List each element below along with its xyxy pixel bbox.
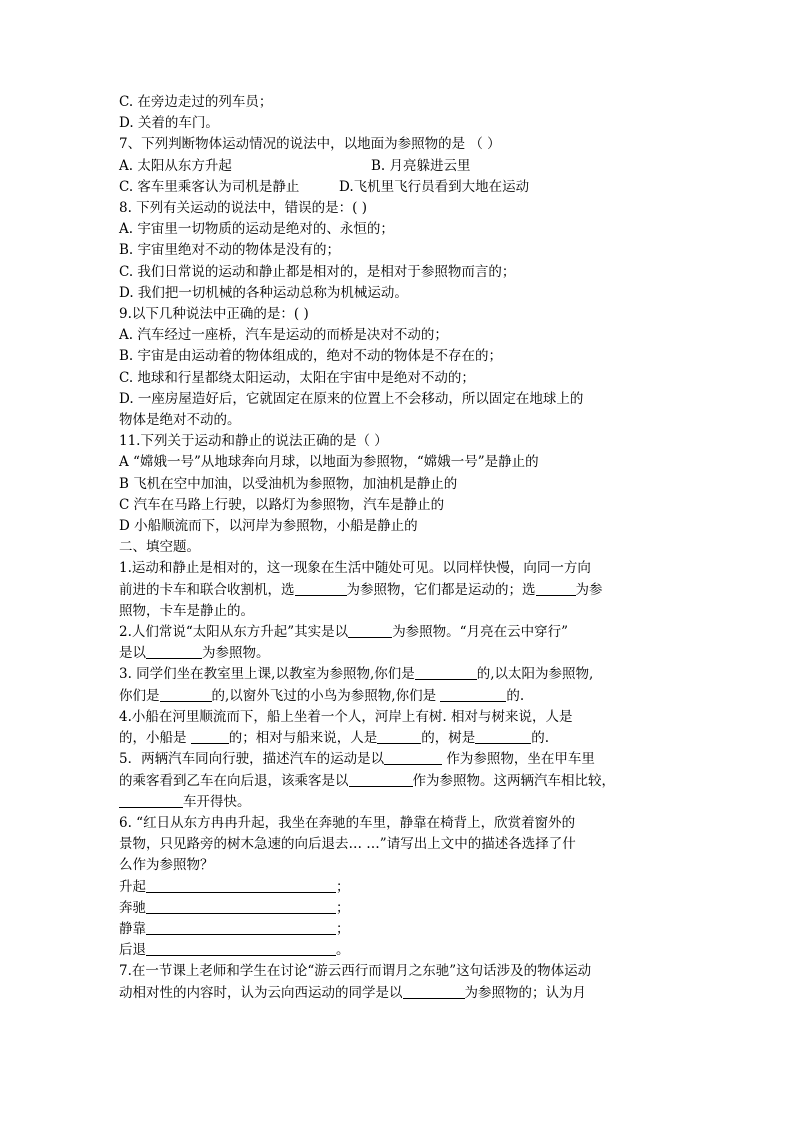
f6-item-rising	[119, 877, 679, 898]
f5-text: 的乘客看到乙车在向后退，该乘客是以	[119, 772, 349, 789]
answer-blank[interactable]	[146, 644, 202, 659]
q11-option-b: B 飞机在空中加油，以受油机为参照物，加油机是静止的	[119, 475, 458, 492]
f3-text: 的,以窗外飞过的小鸟为参照物,你们是	[211, 687, 441, 704]
answer-blank[interactable]	[119, 793, 183, 808]
f3-line2	[119, 686, 679, 707]
f2-line2	[119, 643, 679, 664]
f2-text: 为参照物。	[202, 645, 270, 662]
answer-blank[interactable]	[440, 687, 506, 702]
answer-blank[interactable]	[295, 581, 347, 596]
q7-options-row2	[119, 177, 679, 198]
q9-option-c: C. 地球和行星都绕太阳运动，太阳在宇宙中是绝对不动的；	[119, 369, 475, 386]
f6-item-label: 奔驰	[119, 899, 146, 916]
document-page	[119, 92, 679, 1004]
f6-item-end: ；	[336, 878, 350, 895]
f6-item-leaning	[119, 919, 679, 940]
f5-text: 5．两辆汽车同向行驶，描述汽车的运动是以	[119, 751, 385, 768]
f3-text: 的,以太阳为参照物,	[476, 666, 594, 683]
f7-text: 为参照物的；认为月	[464, 984, 586, 1001]
answer-blank[interactable]	[160, 687, 212, 702]
f2-text: 是以	[119, 645, 146, 662]
f3-text: 你们是	[119, 687, 160, 704]
f6-line3: 么作为参照物？	[119, 857, 214, 874]
f1-text: 为参	[575, 581, 603, 598]
f4-line1: 4.小船在河里顺流而下，船上坐着一个人，河岸上有树. 相对与树来说，人是	[119, 708, 573, 725]
f6-line2: 景物，只见路旁的树木急速的向后退去… …”请写出上文中的描述各选择了什	[119, 836, 576, 853]
q11-stem: 11.下列关于运动和静止的说法正确的是（ ）	[119, 433, 388, 450]
q7-option-b: B. 月亮躲进云里	[371, 157, 471, 174]
f5-text: 作为参照物。这两辆汽车相比较，	[412, 772, 615, 789]
answer-blank[interactable]	[146, 878, 336, 893]
answer-blank[interactable]	[403, 984, 465, 999]
answer-blank[interactable]	[536, 581, 576, 596]
f4-text: 的.	[531, 730, 550, 747]
q11-option-d: D 小船顺流而下，以河岸为参照物，小船是静止的	[119, 518, 418, 535]
f5-text: 车开得快。	[183, 793, 251, 810]
q9-option-d: D. 一座房屋造好后，它就固定在原来的位置上不会移动，所以固定在地球上的	[119, 390, 584, 407]
f3-text: 3. 同学们坐在教室里上课,以教室为参照物,你们是	[119, 666, 415, 683]
f7-line2	[119, 983, 679, 1004]
f5-text: 作为参照物，坐在甲车里	[442, 751, 595, 768]
q7-option-a: A. 太阳从东方升起	[119, 157, 232, 174]
answer-blank[interactable]	[146, 941, 336, 956]
f6-item-label: 静靠	[119, 920, 146, 937]
q8-stem: 8. 下列有关运动的说法中，错误的是：( )	[119, 200, 367, 217]
q7-stem: 7、下列判断物体运动情况的说法中，以地面为参照物的是 （ ）	[119, 136, 501, 153]
f1-line1: 1.运动和静止是相对的，这一现象在生活中随处可见。以同样快慢，向同一方向	[119, 560, 591, 577]
answer-blank[interactable]	[384, 750, 442, 765]
f1-text: 前进的卡车和联合收割机，选	[119, 581, 295, 598]
q7-option-c: C. 客车里乘客认为司机是静止	[119, 178, 300, 195]
answer-blank[interactable]	[475, 729, 531, 744]
f1-line2	[119, 580, 679, 601]
f5-line2	[119, 771, 679, 792]
q9-option-a: A. 汽车经过一座桥，汽车是运动的而桥是决对不动的；	[119, 327, 448, 344]
answer-blank[interactable]	[377, 729, 421, 744]
answer-blank[interactable]	[146, 899, 336, 914]
f5-line3	[119, 792, 679, 813]
f4-text: 的；相对与船来说，人是	[228, 730, 378, 747]
section-heading-fill-in: 二、填空题。	[119, 539, 200, 556]
q6-option-d: D. 关着的车门。	[119, 115, 219, 132]
f4-line2	[119, 728, 679, 749]
f6-item-label: 升起	[119, 878, 146, 895]
answer-blank[interactable]	[191, 729, 229, 744]
q11-option-a: A “嫦娥一号”从地球奔向月球，以地面为参照物，“嫦娥一号”是静止的	[119, 454, 539, 471]
answer-blank[interactable]	[146, 920, 336, 935]
q8-option-c: C. 我们日常说的运动和静止都是相对的，是相对于参照物而言的；	[119, 263, 516, 280]
q8-option-b: B. 宇宙里绝对不动的物体是没有的；	[119, 242, 341, 259]
q6-option-c: C. 在旁边走过的列车员；	[119, 94, 273, 110]
q9-option-d-cont: 物体是绝对不动的。	[119, 412, 241, 429]
f6-item-receding	[119, 940, 679, 961]
answer-blank[interactable]	[415, 665, 477, 680]
q8-option-a: A. 宇宙里一切物质的运动是绝对的、永恒的；	[119, 221, 394, 238]
f7-line1: 7.在一节课上老师和学生在讨论“游云西行而谓月之东驰”这句话涉及的物体运动	[119, 963, 592, 980]
f2-text: 2.人们常说“太阳从东方升起”其实是以	[119, 624, 349, 641]
f7-text: 动相对性的内容时，认为云向西运动的同学是以	[119, 984, 403, 1001]
f6-item-speeding	[119, 898, 679, 919]
f6-item-end: 。	[336, 942, 350, 959]
f6-item-end: ；	[336, 920, 350, 937]
q8-option-d: D. 我们把一切机械的各种运动总称为机械运动。	[119, 284, 408, 301]
f4-text: 的，树是	[421, 730, 476, 747]
f1-line3: 照物，卡车是静止的。	[119, 602, 254, 619]
q7-option-d: D.飞机里飞行员看到大地在运动	[339, 178, 530, 195]
q9-option-b: B. 宇宙是由运动着的物体组成的，绝对不动的物体是不存在的；	[119, 348, 503, 365]
q9-stem: 9.以下几种说法中正确的是：( )	[119, 306, 309, 323]
answer-blank[interactable]	[349, 772, 413, 787]
f2-line1	[119, 622, 679, 643]
q11-option-c: C 汽车在马路上行驶，以路灯为参照物，汽车是静止的	[119, 496, 445, 513]
f6-item-end: ；	[336, 899, 350, 916]
f6-line1: 6. “红日从东方冉冉升起，我坐在奔驰的车里，静靠在椅背上，欣赏着窗外的	[119, 814, 576, 831]
f6-item-label: 后退	[119, 942, 146, 959]
f3-text: 的.	[506, 687, 525, 704]
f3-line1	[119, 664, 679, 685]
f1-text: 为参照物，它们都是运动的；选	[346, 581, 536, 598]
f2-text: 为参照物。“月亮在云中穿行”	[392, 624, 568, 641]
answer-blank[interactable]	[348, 623, 392, 638]
f4-text: 的，小船是	[119, 730, 191, 747]
f5-line1	[119, 749, 679, 770]
q7-options-row1	[119, 156, 679, 177]
